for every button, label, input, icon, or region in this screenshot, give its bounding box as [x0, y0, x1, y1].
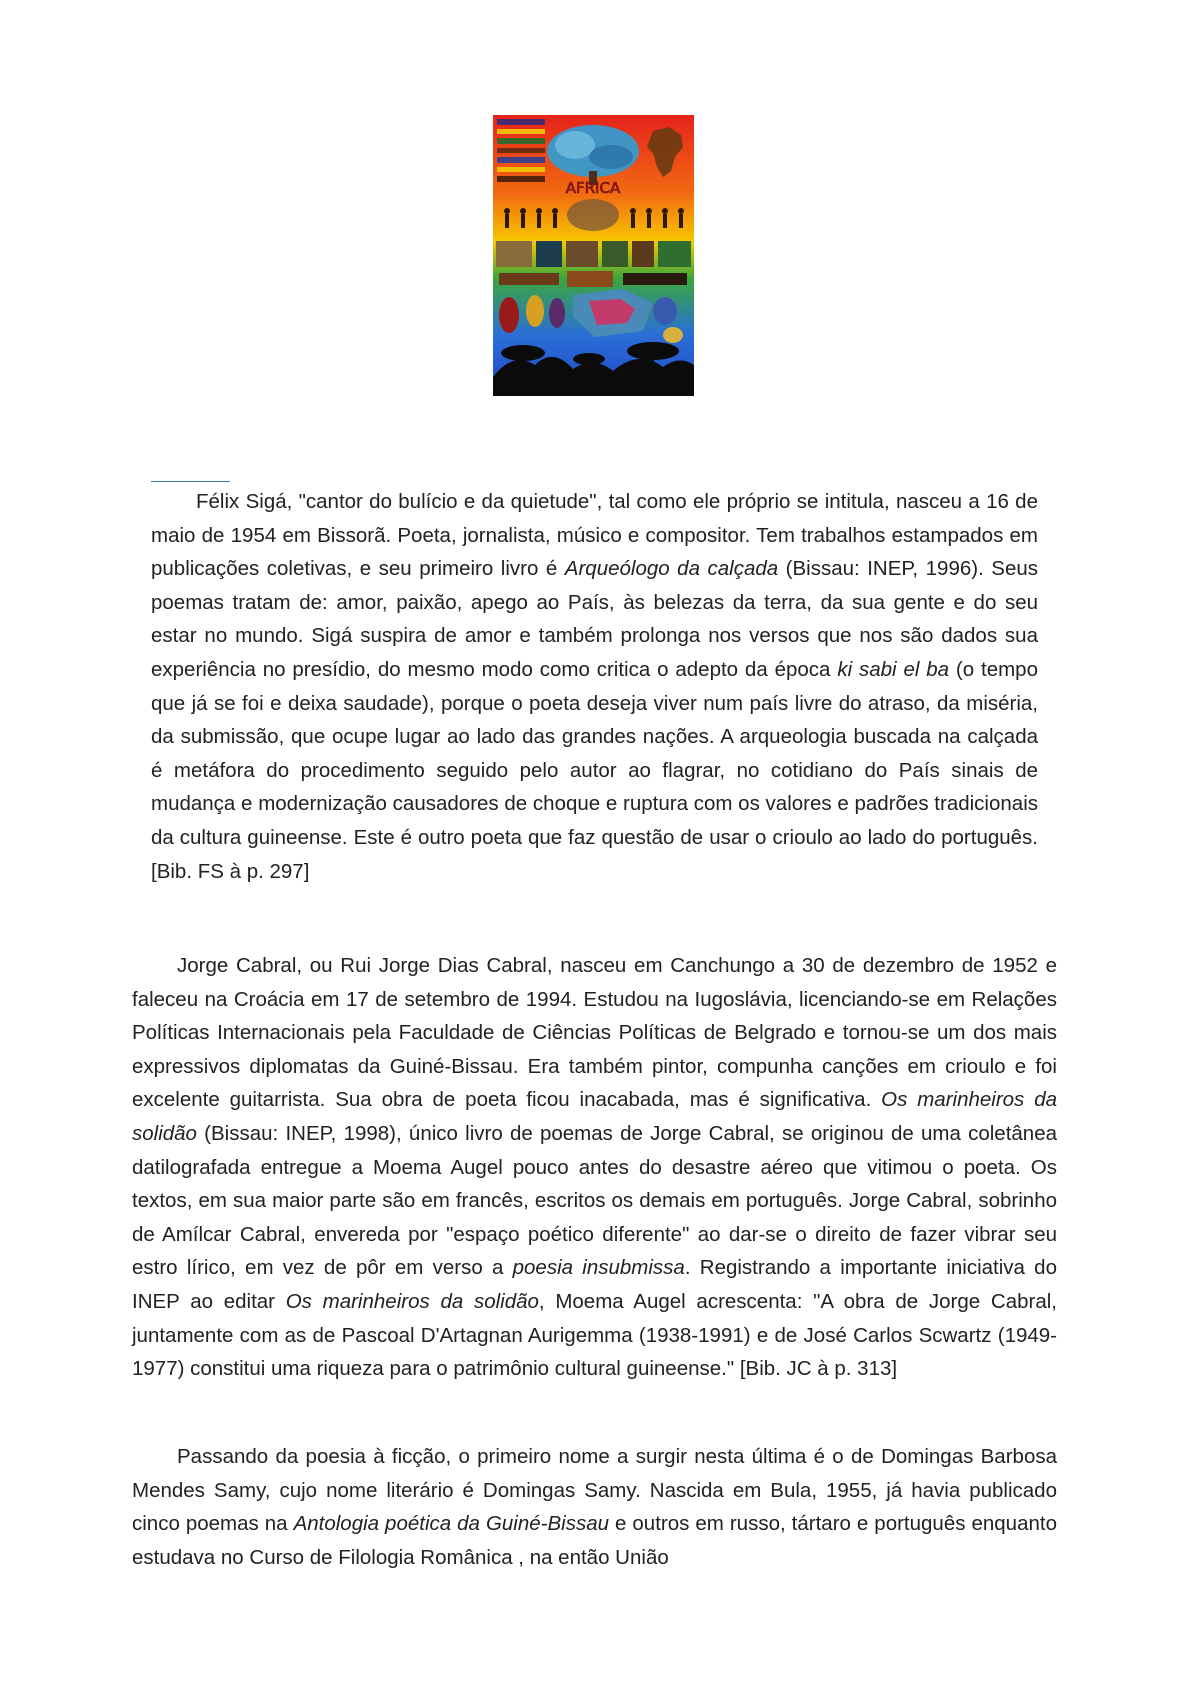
p1-text-c: (o tempo que já se foi e deixa saudade), porque o poeta deseja viver num país livre do atraso, da miséria, da submissão, que ocupe lugar ao lado das grandes nações. A arqueologia buscada na calçada é metáfora do procedimento seguido pelo autor ao flagrar, no cotidiano do País sinais de mudança e modernização causadores de choque e ruptura com os valores e padrões tradicionais da cultura guineense. Este é outro poeta que faz questão de usar o crioulo ao lado do português. [Bib. FS à p. 297] — [151, 657, 1038, 883]
cover-title: AFRICA — [565, 179, 621, 197]
p1-text-b: (Bissau: INEP, 1996). Seus poemas tratam de: amor, paixão, apego ao País, às belezas da terra, da sua gente e do seu estar no mundo. Sigá suspira de amor e também prolonga nos versos que nos são dados sua experiência no presídio, do mesmo modo como critica o adepto da época — [151, 557, 1039, 681]
footnote-rule — [151, 481, 230, 482]
book-cover-image — [493, 115, 694, 396]
paragraph-jorge-cabral — [132, 949, 1057, 1386]
book-title-arqueologo: Arqueólogo da calçada — [564, 557, 779, 581]
p2-text-c: . Registrando a importante iniciativa do INEP ao editar — [132, 1256, 1057, 1313]
book-title-marinheiros: Os marinheiros da solidão — [132, 1088, 1057, 1145]
p2-text-b: (Bissau: INEP, 1998), único livro de poemas de Jorge Cabral, se originou de uma coletânea datilografada entregue a Moema Augel pouco antes do desastre aéreo que vitimou o poeta. Os textos, em sua maior parte são em francês, escritos os demais em português. Jorge Cabral, sobrinho de Amílcar Cabral, envereda por "espaço poético diferente" ao dar-se o direito de fazer vibrar seu estro lírico, em vez de pôr em verso a — [132, 1121, 1057, 1280]
tile-row — [496, 241, 691, 267]
p3-text-b: e outros em russo, tártaro e português enquanto estudava no Curso de Filologia Românica , na então União — [132, 1512, 1057, 1569]
center-animal — [567, 199, 619, 231]
p2-text-d: , Moema Augel acrescenta: "A obra de Jorge Cabral, juntamente com as de Pascoal D'Artagnan Aurigemma (1938-1991) e de José Carlos Scwartz (1949-1977) constitui uma riqueza para o patrimônio cultural guineense." [Bib. JC à p. 313] — [132, 1289, 1057, 1381]
cover-illustration — [493, 115, 694, 396]
book-title-marinheiros-2: Os marinheiros da solidão — [285, 1289, 539, 1313]
book-title-antologia: Antologia poética da Guiné-Bissau — [293, 1512, 610, 1536]
p1-text-a: Félix Sigá, "cantor do bulício e da quietude", tal como ele próprio se intitula, nasceu a 16 de maio de 1954 em Bissorã. Poeta, jornalista, músico e compositor. Tem trabalhos estampados em publicações coletivas, e seu primeiro livro é — [151, 490, 1038, 581]
p3-text-a: Passando da poesia à ficção, o primeiro nome a surgir nesta última é o de Domingas Barbosa Mendes Samy, cujo nome literário é Domingas Samy. Nascida em Bula, 1955, já havia publicado cinco poemas na — [132, 1445, 1057, 1536]
p2-text-a: Jorge Cabral, ou Rui Jorge Dias Cabral, nasceu em Canchungo a 30 de dezembro de 1952 e faleceu na Croácia em 17 de setembro de 1994. Estudou na Iugoslávia, licenciando-se em Relações Políticas Internacionais pela Faculdade de Ciências Políticas de Belgrado e tornou-se um dos mais expressivos diplomatas da Guiné-Bissau. Era também pintor, compunha canções em crioulo e foi excelente guitarrista. Sua obra de poeta ficou inacabada, mas é significativa. — [132, 954, 1057, 1112]
paragraph-domingas-samy — [132, 1440, 1057, 1574]
phrase-poesia-insubmissa: poesia insubmissa — [512, 1256, 685, 1280]
paragraph-felix-siga — [151, 485, 1038, 888]
craft-row — [499, 271, 687, 287]
phrase-ki-sabi-el-ba: ki sabi el ba — [837, 657, 950, 681]
